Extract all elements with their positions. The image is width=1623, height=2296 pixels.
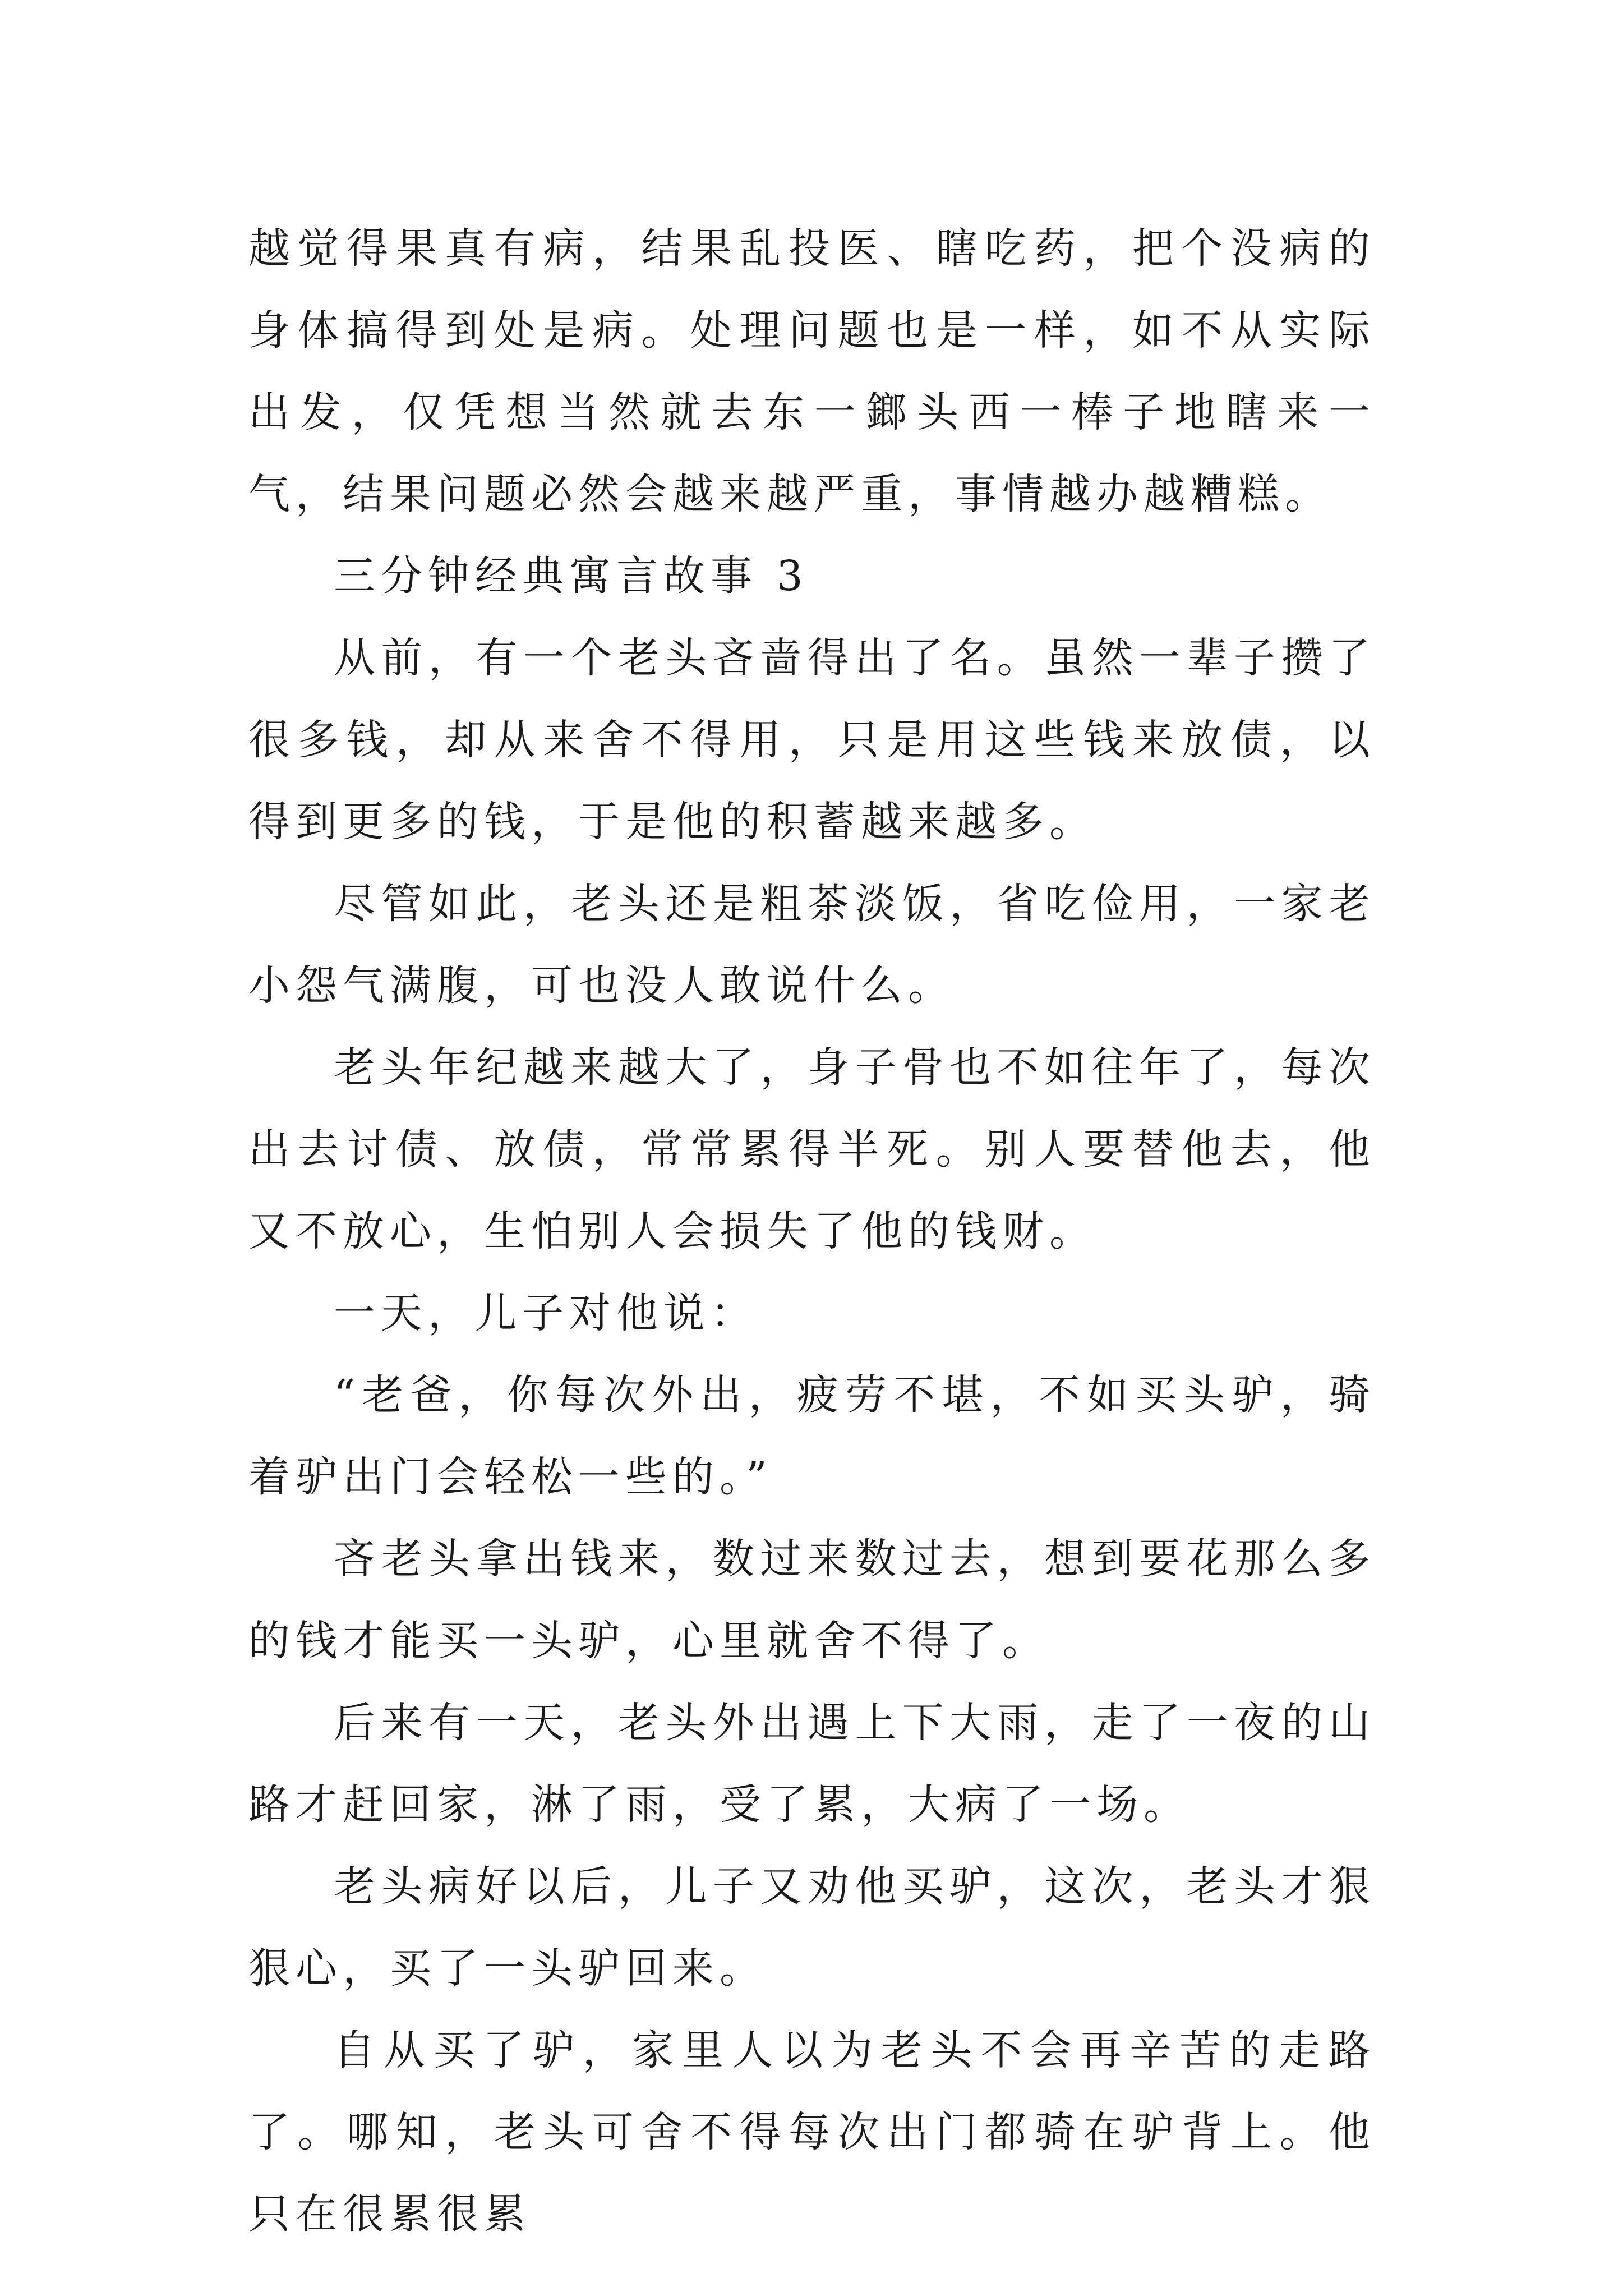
paragraph: 老头年纪越来越大了，身子骨也不如往年了，每次出去讨债、放债，常常累得半死。别人要替他去，他又不放心，生怕别人会损失了他的钱财。 (248, 1043, 1376, 1255)
paragraph: 尽管如此，老头还是粗茶淡饭，省吃俭用，一家老小怨气满腹，可也没人敢说什么。 (248, 880, 1376, 1010)
body-text (248, 208, 1376, 2255)
paragraph: 从前，有一个老头吝啬得出了名。虽然一辈子攒了很多钱，却从来舍不得用，只是用这些钱来放债，以得到更多的钱，于是他的积蓄越来越多。 (248, 634, 1376, 846)
paragraph: 吝老头拿出钱来，数过来数过去，想到要花那么多的钱才能买一头驴，心里就舍不得了。 (248, 1535, 1376, 1665)
section-heading: 三分钟经典寓言故事 3 (334, 552, 809, 600)
paragraph-quote: “老爸，你每次外出，疲劳不堪，不如买头驴，骑着驴出门会轻松一些的。” (248, 1371, 1376, 1501)
paragraph: 一天，儿子对他说： (334, 1289, 758, 1337)
paragraph: 自从买了驴，家里人以为老头不会再辛苦的走路了。哪知，老头可舍不得每次出门都骑在驴背上。他只在很累很累 (248, 2026, 1376, 2238)
paragraph: 老头病好以后，儿子又劝他买驴，这次，老头才狠狠心，买了一头驴回来。 (248, 1862, 1376, 1993)
paragraph: 后来有一天，老头外出遇上下大雨，走了一夜的山路才赶回家，淋了雨，受了累，大病了一场。 (248, 1699, 1376, 1829)
paragraph-continuation: 越觉得果真有病，结果乱投医、瞎吃药，把个没病的身体搞得到处是病。处理问题也是一样，如不从实际出发，仅凭想当然就去东一鎯头西一棒子地瞎来一气，结果问题必然会越来越严重，事情越办越糟糕。 (248, 224, 1376, 518)
